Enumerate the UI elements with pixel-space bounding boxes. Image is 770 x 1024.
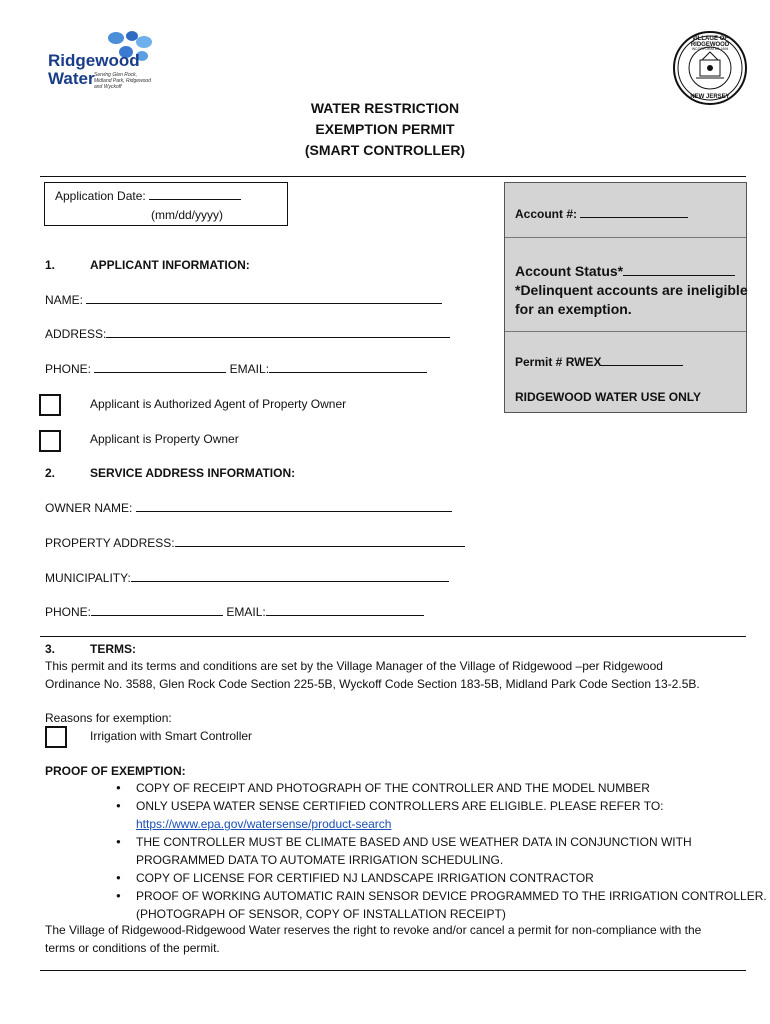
applicant-phone-email-field[interactable] bbox=[45, 362, 427, 376]
account-number-field[interactable] bbox=[515, 207, 688, 221]
footer-divider bbox=[40, 970, 746, 971]
section3-heading: TERMS: bbox=[90, 642, 136, 656]
proof-list bbox=[108, 779, 767, 923]
applicant-name-label: NAME: bbox=[45, 293, 87, 307]
applicant-address-field[interactable] bbox=[45, 327, 450, 341]
municipality-label: MUNICIPALITY: bbox=[45, 571, 131, 585]
title-line2: EXEMPTION PERMIT bbox=[315, 121, 455, 137]
seal-top-text: VILLAGE OF RIDGEWOOD bbox=[690, 36, 730, 48]
seal-inner-text: INCORPORATED 1894 bbox=[691, 47, 729, 51]
header-divider bbox=[40, 176, 746, 177]
logo-line1: Ridgewood bbox=[48, 51, 140, 70]
reasons-label: Reasons for exemption: bbox=[45, 711, 172, 725]
logo-tagline: Serving Glen Rock, Midland Park, Ridgewood and Wyckoff bbox=[94, 72, 151, 90]
proof-item-receipt bbox=[108, 779, 767, 797]
property-address-field[interactable] bbox=[45, 536, 465, 550]
owner-phone-email-field[interactable] bbox=[45, 605, 424, 619]
section3-number: 3. bbox=[45, 642, 56, 656]
applicant-phone-label: PHONE: bbox=[45, 362, 95, 376]
account-status-field[interactable] bbox=[515, 263, 735, 279]
form-title bbox=[235, 98, 535, 161]
proof-item-climate-text-1: THE CONTROLLER MUST BE CLIMATE BASED AND USE WEATHER DATA IN CONJUNCTION WITH bbox=[136, 835, 692, 849]
date-format-hint: (mm/dd/yyyy) bbox=[151, 208, 223, 222]
permit-number-label: Permit # RWEX bbox=[515, 355, 602, 369]
proof-item-certified-text: ONLY USEPA WATER SENSE CERTIFIED CONTROLLERS ARE ELIGIBLE. PLEASE REFER TO: bbox=[136, 799, 664, 813]
applicant-email-label: EMAIL: bbox=[226, 362, 270, 376]
ridgewood-water-logo bbox=[44, 30, 154, 94]
property-address-label: PROPERTY ADDRESS: bbox=[45, 536, 175, 550]
village-seal bbox=[672, 30, 748, 106]
section3-divider bbox=[40, 636, 746, 637]
property-owner-label: Applicant is Property Owner bbox=[90, 432, 239, 446]
section1-number: 1. bbox=[45, 258, 56, 272]
smart-controller-label: Irrigation with Smart Controller bbox=[90, 729, 253, 743]
property-owner-checkbox[interactable] bbox=[39, 430, 61, 452]
smart-controller-checkbox[interactable] bbox=[45, 726, 67, 748]
account-status-label: Account Status* bbox=[515, 263, 624, 279]
owner-email-label: EMAIL: bbox=[223, 605, 266, 619]
owner-name-label: OWNER NAME: bbox=[45, 501, 136, 515]
owner-name-field[interactable] bbox=[45, 501, 452, 515]
title-line1: WATER RESTRICTION bbox=[310, 100, 460, 116]
proof-item-receipt-text: COPY OF RECEIPT AND PHOTOGRAPH OF THE CONTROLLER AND THE MODEL NUMBER bbox=[136, 781, 650, 795]
application-date-box bbox=[44, 182, 288, 226]
proof-item-climate bbox=[108, 833, 767, 869]
closing-line-2: terms or conditions of the permit. bbox=[45, 941, 220, 955]
proof-item-certified bbox=[108, 797, 767, 833]
proof-item-license-text: COPY OF LICENSE FOR CERTIFIED NJ LANDSCAPE IRRIGATION CONTRACTOR bbox=[136, 871, 594, 885]
office-use-box bbox=[504, 182, 747, 413]
logo-line2: Water bbox=[48, 69, 95, 88]
municipality-field[interactable] bbox=[45, 571, 449, 585]
seal-bottom-text: NEW JERSEY bbox=[690, 94, 730, 100]
section2-number: 2. bbox=[45, 466, 56, 480]
permit-number-field[interactable] bbox=[515, 355, 683, 369]
section1-heading: APPLICANT INFORMATION: bbox=[90, 258, 250, 272]
account-number-label: Account #: bbox=[515, 207, 581, 221]
applicant-name-field[interactable] bbox=[45, 293, 442, 307]
office-box-divider-2 bbox=[505, 331, 746, 332]
section2-heading: SERVICE ADDRESS INFORMATION: bbox=[90, 466, 296, 480]
proof-item-rain-sensor bbox=[108, 887, 767, 923]
authorized-agent-label: Applicant is Authorized Agent of Property Owner bbox=[90, 397, 347, 411]
proof-heading: PROOF OF EXEMPTION: bbox=[45, 764, 186, 778]
office-use-only-label: RIDGEWOOD WATER USE ONLY bbox=[515, 390, 702, 404]
terms-line-2: Ordinance No. 3588, Glen Rock Code Section 225-5B, Wyckoff Code Section 183-5B, Midland Park Code Section 13-2.5B. bbox=[45, 677, 700, 691]
title-line3: (SMART CONTROLLER) bbox=[304, 142, 466, 158]
application-date-field[interactable] bbox=[55, 189, 241, 203]
proof-item-climate-text-2: PROGRAMMED DATA TO AUTOMATE IRRIGATION SCHEDULING. bbox=[136, 853, 504, 867]
application-date-label: Application Date: bbox=[55, 189, 150, 203]
applicant-address-label: ADDRESS: bbox=[45, 327, 107, 341]
epa-watersense-link[interactable]: https://www.epa.gov/watersense/product-search bbox=[136, 817, 392, 831]
owner-phone-label: PHONE: bbox=[45, 605, 92, 619]
authorized-agent-checkbox[interactable] bbox=[39, 394, 61, 416]
office-box-divider-1 bbox=[505, 237, 746, 238]
delinquent-note-1: *Delinquent accounts are ineligible bbox=[515, 282, 748, 298]
closing-line-1: The Village of Ridgewood-Ridgewood Water reserves the right to revoke and/or cancel a permit for non-compliance with the bbox=[45, 923, 702, 937]
proof-item-license bbox=[108, 869, 767, 887]
terms-line-1: This permit and its terms and conditions are set by the Village Manager of the Village of Ridgewood –per Ridgewood bbox=[45, 659, 663, 673]
proof-item-rain-sensor-text-2: (PHOTOGRAPH OF SENSOR, COPY OF INSTALLATION RECEIPT) bbox=[136, 907, 506, 921]
delinquent-note-2: for an exemption. bbox=[515, 301, 632, 317]
proof-item-rain-sensor-text-1: PROOF OF WORKING AUTOMATIC RAIN SENSOR DEVICE PROGRAMMED TO THE IRRIGATION CONTROLLER. bbox=[136, 889, 767, 903]
